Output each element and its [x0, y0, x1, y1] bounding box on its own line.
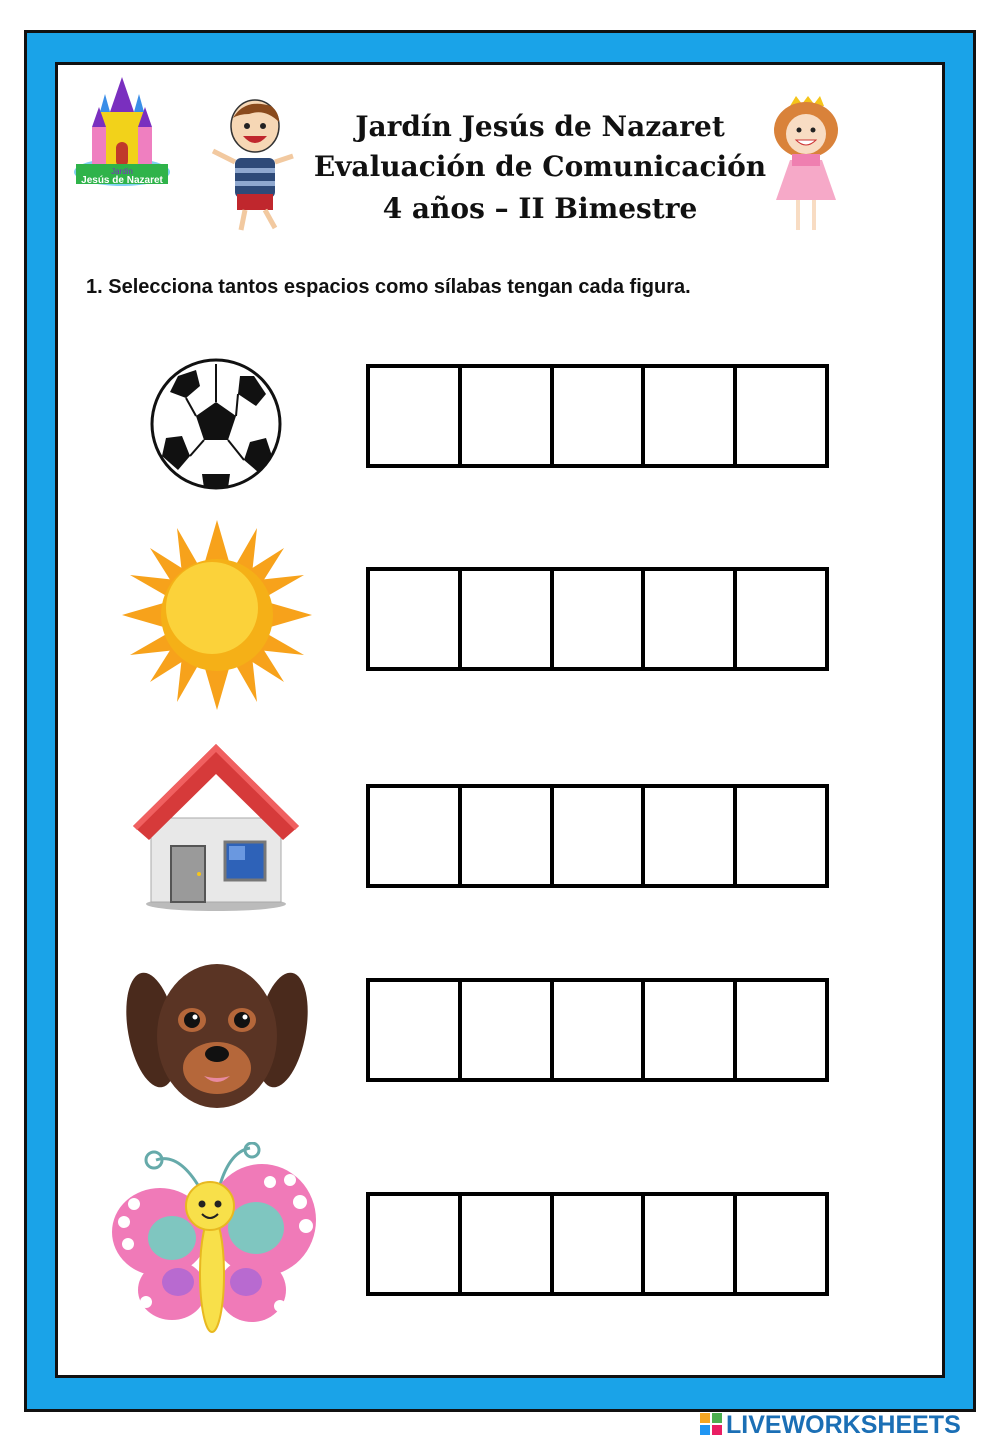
- house-icon: [133, 742, 299, 912]
- syllable-box[interactable]: [458, 571, 550, 667]
- syllable-box[interactable]: [641, 368, 733, 464]
- syllable-box[interactable]: [550, 1196, 642, 1292]
- syllable-box[interactable]: [370, 368, 458, 464]
- castle-logo-icon: [70, 72, 174, 190]
- syllable-box[interactable]: [641, 571, 733, 667]
- syllable-boxes-row: [366, 567, 829, 671]
- syllable-box[interactable]: [370, 788, 458, 884]
- brand-name: LIVEWORKSHEETS: [726, 1410, 961, 1439]
- syllable-box[interactable]: [458, 788, 550, 884]
- liveworksheets-brand[interactable]: [700, 1410, 995, 1440]
- syllable-box[interactable]: [370, 571, 458, 667]
- syllable-box[interactable]: [370, 982, 458, 1078]
- syllable-boxes-row: [366, 978, 829, 1082]
- evaluation-title: Evaluación de Comunicación: [313, 150, 767, 183]
- syllable-box[interactable]: [550, 982, 642, 1078]
- syllable-box[interactable]: [733, 982, 825, 1078]
- syllable-box[interactable]: [550, 368, 642, 464]
- syllable-box[interactable]: [550, 788, 642, 884]
- butterfly-icon: [110, 1142, 318, 1338]
- grade-title: 4 años – II Bimestre: [382, 192, 698, 225]
- syllable-box[interactable]: [733, 571, 825, 667]
- syllable-box[interactable]: [641, 788, 733, 884]
- svg-text:Jardin: Jardin: [111, 167, 133, 176]
- syllable-box[interactable]: [733, 368, 825, 464]
- syllable-boxes-row: [366, 364, 829, 468]
- syllable-box[interactable]: [458, 982, 550, 1078]
- sun-icon: [122, 520, 312, 710]
- school-title: Jardín Jesús de Nazaret: [355, 110, 725, 143]
- soccer-ball-icon: [148, 356, 284, 492]
- syllable-box[interactable]: [641, 1196, 733, 1292]
- syllable-box[interactable]: [370, 1196, 458, 1292]
- dog-icon: [126, 950, 308, 1122]
- syllable-boxes-row: [366, 1192, 829, 1296]
- syllable-box[interactable]: [458, 1196, 550, 1292]
- syllable-box[interactable]: [458, 368, 550, 464]
- instruction-text: 1. Selecciona tantos espacios como sílabas tengan cada figura.: [86, 276, 691, 298]
- svg-text:Jesús de Nazaret: Jesús de Nazaret: [81, 175, 163, 186]
- syllable-box[interactable]: [733, 1196, 825, 1292]
- syllable-box[interactable]: [641, 982, 733, 1078]
- syllable-box[interactable]: [550, 571, 642, 667]
- syllable-box[interactable]: [733, 788, 825, 884]
- syllable-boxes-row: [366, 784, 829, 888]
- liveworksheets-logo-icon: [700, 1413, 722, 1437]
- boy-illustration-icon: [205, 96, 297, 238]
